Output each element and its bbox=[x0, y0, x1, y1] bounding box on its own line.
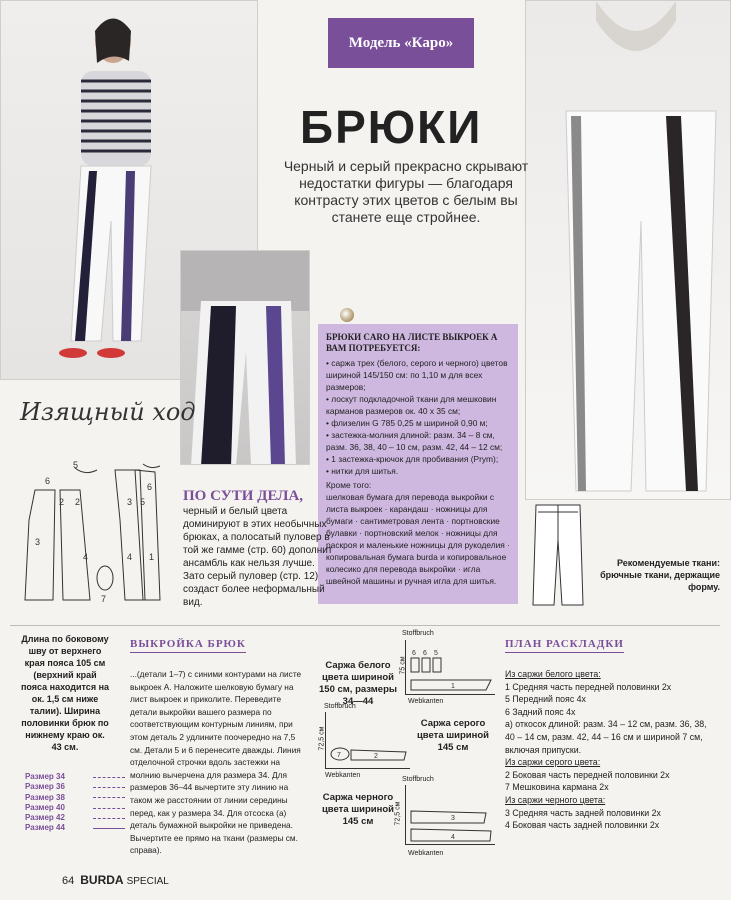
list-item: 4 Боковая часть задней половинки 2х bbox=[505, 820, 660, 831]
recommended-fabrics: Рекомендуемые ткани: брючные ткани, держащие форму. bbox=[600, 558, 720, 592]
size-line bbox=[93, 777, 125, 778]
section-divider bbox=[10, 625, 720, 626]
also-text: шелковая бумага для перевода выкройки с листа выкроек · карандаш · ножницы для бумаги · сантиметровая лента · портновские булавки · портновский мелок · ножницы для раскроя и маленькие ножницы для рукоделия · копировальная бумага burda и копировальное колесико для перевода выкройки · игла швейной машины и ручная игла для шитья. bbox=[326, 492, 510, 586]
stoffbruch-label: Stoffbruch bbox=[324, 703, 356, 710]
brand-sub: SPECIAL bbox=[126, 876, 169, 887]
list-item: • нитки для шитья. bbox=[326, 465, 510, 477]
list-item: 7 Мешковина кармана 2х bbox=[505, 782, 609, 793]
size-label: Размер 38 bbox=[25, 792, 65, 802]
model-photo-detail bbox=[180, 250, 310, 465]
dim-label: 75 см bbox=[399, 656, 407, 675]
svg-text:7: 7 bbox=[337, 752, 341, 759]
list-item: • саржа трех (белого, серого и черного) цветов шириной 145/150 см: по 1,10 м для всех размеров; bbox=[326, 357, 510, 393]
svg-text:4: 4 bbox=[127, 552, 133, 562]
list-item: • 1 застежка-крючок для пробивания (Prym); bbox=[326, 453, 510, 465]
materials-box bbox=[318, 324, 518, 604]
size-line bbox=[93, 797, 125, 798]
page-number: 64 bbox=[62, 875, 75, 887]
svg-text:6: 6 bbox=[147, 482, 153, 492]
svg-text:5: 5 bbox=[434, 650, 438, 657]
list-item: 3 Средняя часть задней половинки 2х bbox=[505, 807, 661, 818]
model-badge: Модель «Каро» bbox=[328, 18, 474, 68]
size-line bbox=[93, 787, 125, 788]
black-layout bbox=[405, 785, 495, 845]
svg-text:2: 2 bbox=[75, 497, 81, 507]
webkanten-label: Webkanten bbox=[408, 698, 444, 705]
svg-text:1: 1 bbox=[149, 552, 155, 562]
svg-text:4: 4 bbox=[451, 834, 455, 841]
list-item: 1 Средняя часть передней половинки 2х bbox=[505, 681, 672, 692]
list-item: 6 Задний пояс 4х bbox=[505, 706, 576, 717]
list-item: а) откосок длиной: разм. 34 – 12 см, разм. 36, 38, 40 – 14 см, разм. 42, 44 – 16 см и шириной 7 см, включая припуски. bbox=[505, 719, 707, 755]
white-fabric-label: Саржа белого цвета шириной 150 см, размеры 34—44 bbox=[319, 660, 397, 707]
svg-text:6: 6 bbox=[45, 476, 51, 486]
size-label: Размер 40 bbox=[25, 802, 65, 812]
svg-text:2: 2 bbox=[374, 753, 378, 760]
pattern-heading: ВЫКРОЙКА БРЮК bbox=[130, 638, 246, 653]
svg-text:1: 1 bbox=[451, 683, 455, 690]
materials-list bbox=[326, 357, 510, 477]
stoffbruch-label: Stoffbruch bbox=[402, 630, 434, 637]
essence-block bbox=[183, 490, 333, 609]
webkanten-label: Webkanten bbox=[408, 850, 444, 857]
black-heading: Из саржи черного цвета: bbox=[505, 794, 606, 805]
pattern-text: ...(детали 1–7) с синими контурами на листе выкроек А. Наложите шелковую бумагу на лист выкроек и приколите. Переведите детали выкройки вашего размера по соответствующим контурным линиям, при этом деталь 2 удлините поочередно на 7,5 см. Детали 5 и 6 перенесите дважды. Линия отделочной строчки вдоль застежки на молнию вычерчена для размера 34. Для размеров 36–44 вычертите эту линию на таком же расстоянии от линии середины перед, как у размера 34. Для отсоска (а) деталь бумажной выкройки не приведена. Вычертите ее прямо на ткани (размеры см. справа). bbox=[130, 669, 302, 856]
gray-heading: Из саржи серого цвета: bbox=[505, 757, 601, 768]
gray-layout bbox=[325, 712, 410, 769]
pattern-pieces-sketch bbox=[15, 460, 175, 620]
black-fabric-label: Саржа черного цвета шириной 145 см bbox=[321, 792, 395, 827]
layout-plan bbox=[505, 668, 715, 832]
size-line bbox=[93, 818, 125, 819]
svg-text:7: 7 bbox=[101, 594, 107, 604]
white-heading: Из саржи белого цвета: bbox=[505, 669, 601, 679]
svg-text:5: 5 bbox=[73, 460, 79, 470]
size-label: Размер 44 bbox=[25, 823, 65, 833]
script-label: Изящный ход bbox=[20, 398, 196, 426]
lead-text: Черный и серый прекрасно скрывают недостатки фигуры — благодаря контрасту этих цветов с белым вы станете еще стройнее. bbox=[283, 158, 529, 225]
list-item: 5 Передний пояс 4х bbox=[505, 694, 586, 705]
svg-text:2: 2 bbox=[59, 497, 65, 507]
svg-text:5: 5 bbox=[140, 497, 146, 507]
page-footer bbox=[62, 873, 169, 887]
gray-fabric-label: Саржа серого цвета шириной 145 см bbox=[416, 718, 490, 753]
svg-text:6: 6 bbox=[412, 650, 416, 657]
page-title: БРЮКИ bbox=[300, 101, 483, 153]
pushpin-icon bbox=[340, 308, 354, 322]
white-layout bbox=[405, 640, 495, 695]
size-line bbox=[93, 828, 125, 829]
list-item: • лоскут подкладочной ткани для мешковин карманов размеров ок. 40 х 35 см; bbox=[326, 393, 510, 417]
pants-product-photo bbox=[525, 0, 731, 500]
svg-text:3: 3 bbox=[127, 497, 133, 507]
svg-text:3: 3 bbox=[35, 537, 41, 547]
size-label: Размер 34 bbox=[25, 772, 65, 781]
layout-heading: ПЛАН РАСКЛАДКИ bbox=[505, 638, 624, 653]
dim-label: 72,5 см bbox=[318, 726, 326, 751]
size-line bbox=[93, 808, 125, 809]
webkanten-label: Webkanten bbox=[325, 772, 361, 779]
essence-heading: ПО СУТИ ДЕЛА, bbox=[183, 488, 304, 504]
brand-name: BURDA bbox=[80, 873, 124, 887]
size-label: Размер 42 bbox=[25, 813, 65, 823]
essence-text: черный и белый цвета доминируют в этих необычных брюках, а полосатый пуловер в той же гамме (стр. 60) дополнит ансамбль как нельзя лучше. Зато серый пуловер (стр. 12) создаст более неформальный вид. bbox=[183, 506, 333, 608]
svg-text:6: 6 bbox=[423, 650, 427, 657]
svg-text:3: 3 bbox=[451, 815, 455, 822]
also-heading: Кроме того: bbox=[326, 480, 372, 490]
materials-heading: БРЮКИ CARO НА ЛИСТЕ ВЫКРОЕК А ВАМ ПОТРЕБУЕТСЯ: bbox=[326, 332, 498, 353]
svg-text:4: 4 bbox=[83, 552, 89, 562]
size-legend bbox=[25, 772, 125, 834]
dim-label: 72,5 см bbox=[394, 801, 402, 826]
list-item: • флизелин G 785 0,25 м шириной 0,90 м; bbox=[326, 417, 510, 429]
measurements-note: Длина по боковому шву от верхнего края пояса 105 см (верхний край пояса находится на ок. 1,5 см ниже талии). Ширина половинки брюк по нижнему краю ок. 43 см. bbox=[20, 634, 110, 752]
list-item: • застежка-молния длиной: разм. 34 – 8 см, разм. 36, 38, 40 – 10 см, разм. 42, 44 – 12 см; bbox=[326, 429, 510, 453]
list-item: 2 Боковая часть передней половинки 2х bbox=[505, 769, 670, 780]
size-label: Размер 36 bbox=[25, 782, 65, 792]
pants-technical-sketch bbox=[528, 500, 588, 610]
stoffbruch-label: Stoffbruch bbox=[402, 776, 434, 783]
